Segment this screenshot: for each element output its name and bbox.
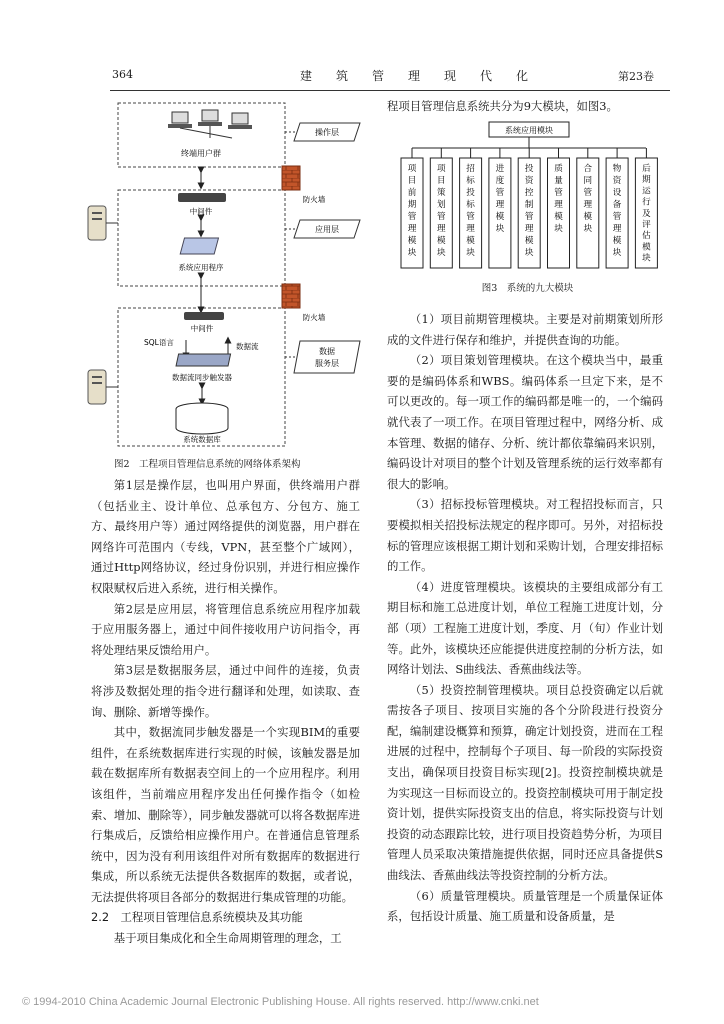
paragraph: （2）项目策划管理模块。在这个模块当中，最重要的是编码体系和WBS。编码体系一旦定下来，是不可以更改的。每一项工作的编码都是唯一的，一个编码就代表了一项工作。在项目管理过程中，网络分析、成本管理、数据的储存、分析、统计都依靠编码来识别，编码设计对项目的整个计划及管理系统的运行效率都有很大的影响。 <box>387 353 663 491</box>
section-heading: 2.2 工程项目管理信息系统模块及其功能 <box>91 910 303 925</box>
paragraph: （5）投资控制管理模块。项目总投资确定以后就需按各子项目、按项目实施的各个分阶段进行投资分配，编制建设概算和预算，确定计划投资，进而在工程进展的过程中，控制每个子项目、每一阶段的实际投资支出，确保项目投资目标实现[2]。投资控制模块就是为实现这一目标而设立的。投资控制模块可用于制定投资计划，提供实际投资支出的信息，将实际投资与计划投资的动态跟踪比较，进行项目投资趋势分析，为项目管理人员采取决策措施提供依据，同时还应具备提供S曲线法、香蕉曲线法等投资控制的分析方法。 <box>387 682 663 883</box>
paragraph: 其中，数据流同步触发器是一个实现BIM的重要组件，在系统数据库进行实现的时候，该触发器是加载在数据库所有数据表空间上的一个应用程序。利用该组件，当前端应用程序发出任何操作指令（如检索、增加、删除等），同步触发器就可以将各数据库进行集成后，反馈给相应操作用户。在普通信息管理系统中，因为没有利用该组件对所有数据库的数据进行集成，所以系统无法提供各数据库的数据，或者说，无法提供将项目各部分的数据进行集成管理的功能。 <box>91 725 360 904</box>
left-column <box>91 475 360 949</box>
trigger-icon <box>176 354 231 366</box>
operation-layer-label: 操作层 <box>315 128 339 137</box>
module-label: 合同管理模块 <box>583 164 593 234</box>
header-rule <box>110 90 670 91</box>
database-icon <box>176 403 228 434</box>
middleware-label-1: 中间件 <box>189 207 213 216</box>
trigger-label: 数据流同步触发器 <box>172 373 232 382</box>
copyright-footer: © 1994-2010 China Academic Journal Electronic Publishing House. All rights reserved. http://www.cnki.net <box>22 996 539 1008</box>
module-label: 质量管理模块 <box>554 164 563 234</box>
figure-2 <box>82 98 382 456</box>
module-label: 进度管理模块 <box>495 164 505 234</box>
paragraph: （1）项目前期管理模块。主要是对前期策划所形成的文件进行保存和维护，并提供查询的功能。 <box>387 312 663 347</box>
figure-2-diagram <box>82 98 382 456</box>
server-icon <box>88 206 106 240</box>
firewall-label-2: 防火墙 <box>302 313 326 322</box>
module-label: 项目策划管理模块 <box>436 164 446 258</box>
figure-2-caption: 图2 工程项目管理信息系统的网络体系架构 <box>114 459 301 470</box>
module-label: 投资控制管理模块 <box>524 164 534 258</box>
computer-group-icon <box>168 110 252 138</box>
paragraph: 程项目管理信息系统共分为9大模块，如图3。 <box>387 99 618 113</box>
right-column <box>387 309 663 927</box>
layer-tag-data <box>294 341 360 373</box>
root-module-label: 系统应用模块 <box>505 126 553 135</box>
server-icon-2 <box>88 370 106 404</box>
middleware-icon <box>178 193 226 202</box>
terminal-users-label: 终端用户群 <box>181 149 221 158</box>
module-label: 物资设备管理模块 <box>612 164 622 258</box>
database-label: 系统数据库 <box>183 435 221 444</box>
module-label: 招标投标管理模块 <box>466 164 475 258</box>
middleware-label-2: 中间件 <box>190 324 214 333</box>
module-label: 后期运行及评估模块 <box>642 164 651 264</box>
middleware-icon-2 <box>184 312 224 320</box>
right-column-intro <box>387 96 663 117</box>
app-program-label: 系统应用程序 <box>178 263 224 272</box>
figure-3-diagram <box>395 118 660 298</box>
running-header <box>0 68 724 88</box>
volume-number: 第23卷 <box>618 70 654 83</box>
paragraph: 第3层是数据服务层，通过中间件的连接，负责将涉及数据处理的指令进行翻译和处理，如读取、查询、删除、新增等操作。 <box>91 663 360 719</box>
paragraph: 基于项目集成化和全生命周期管理的理念，工 <box>113 931 342 946</box>
data-layer-label-1: 数据 <box>319 347 335 356</box>
page-number: 364 <box>112 68 133 81</box>
paragraph: （4）进度管理模块。该模块的主要组成部分有工期目标和施工总进度计划，单位工程施工进度计划，分部（项）工程施工进度计划，季度、月（旬）作业计划等。此外，该模块还应能提供进度控制的分析方法，如网络计划法、S曲线法、香蕉曲线法等。 <box>387 579 663 677</box>
sql-label: SQL语言 <box>144 338 174 347</box>
paragraph: （3）招标投标管理模块。对工程招投标而言，只要模拟相关招投标法规定的程序即可。另外，对招标投标的管理应该根据工期计划和采购计划，合理安排招标的工作。 <box>387 497 663 574</box>
app-server-icon <box>180 238 218 254</box>
figure-3 <box>395 118 660 298</box>
application-layer-label: 应用层 <box>315 225 339 234</box>
paragraph: 第2层是应用层，将管理信息系统应用程序加载于应用服务器上，通过中间件接收用户访问指令，再将处理结果反馈给用户。 <box>91 601 360 657</box>
module-label: 项目前期管理模块 <box>407 164 417 258</box>
paragraph: （6）质量管理模块。质量管理是一个质量保证体系，包括设计质量、施工质量和设备质量，是 <box>387 888 663 924</box>
figure-3-caption: 图3 系统的九大模块 <box>481 283 574 294</box>
paragraph: 第1层是操作层，也叫用户界面，供终端用户群（包括业主、设计单位、总承包方、分包方、施工方、最终用户等）通过网络提供的浏览器，用户群在网络许可范围内（专线，VPN，甚至整个广域网），通过Http网络协议，经过身份识别，并进行相应操作权限赋权后进入系统，进行相关操作。 <box>91 478 360 595</box>
firewall-icon-2 <box>282 284 300 308</box>
data-layer-label-2: 服务层 <box>315 359 339 368</box>
journal-name: 建筑管理现代化 <box>300 69 553 83</box>
firewall-label-1: 防火墙 <box>302 195 326 204</box>
dataflow-label: 数据流 <box>236 342 259 351</box>
firewall-icon <box>282 166 300 190</box>
